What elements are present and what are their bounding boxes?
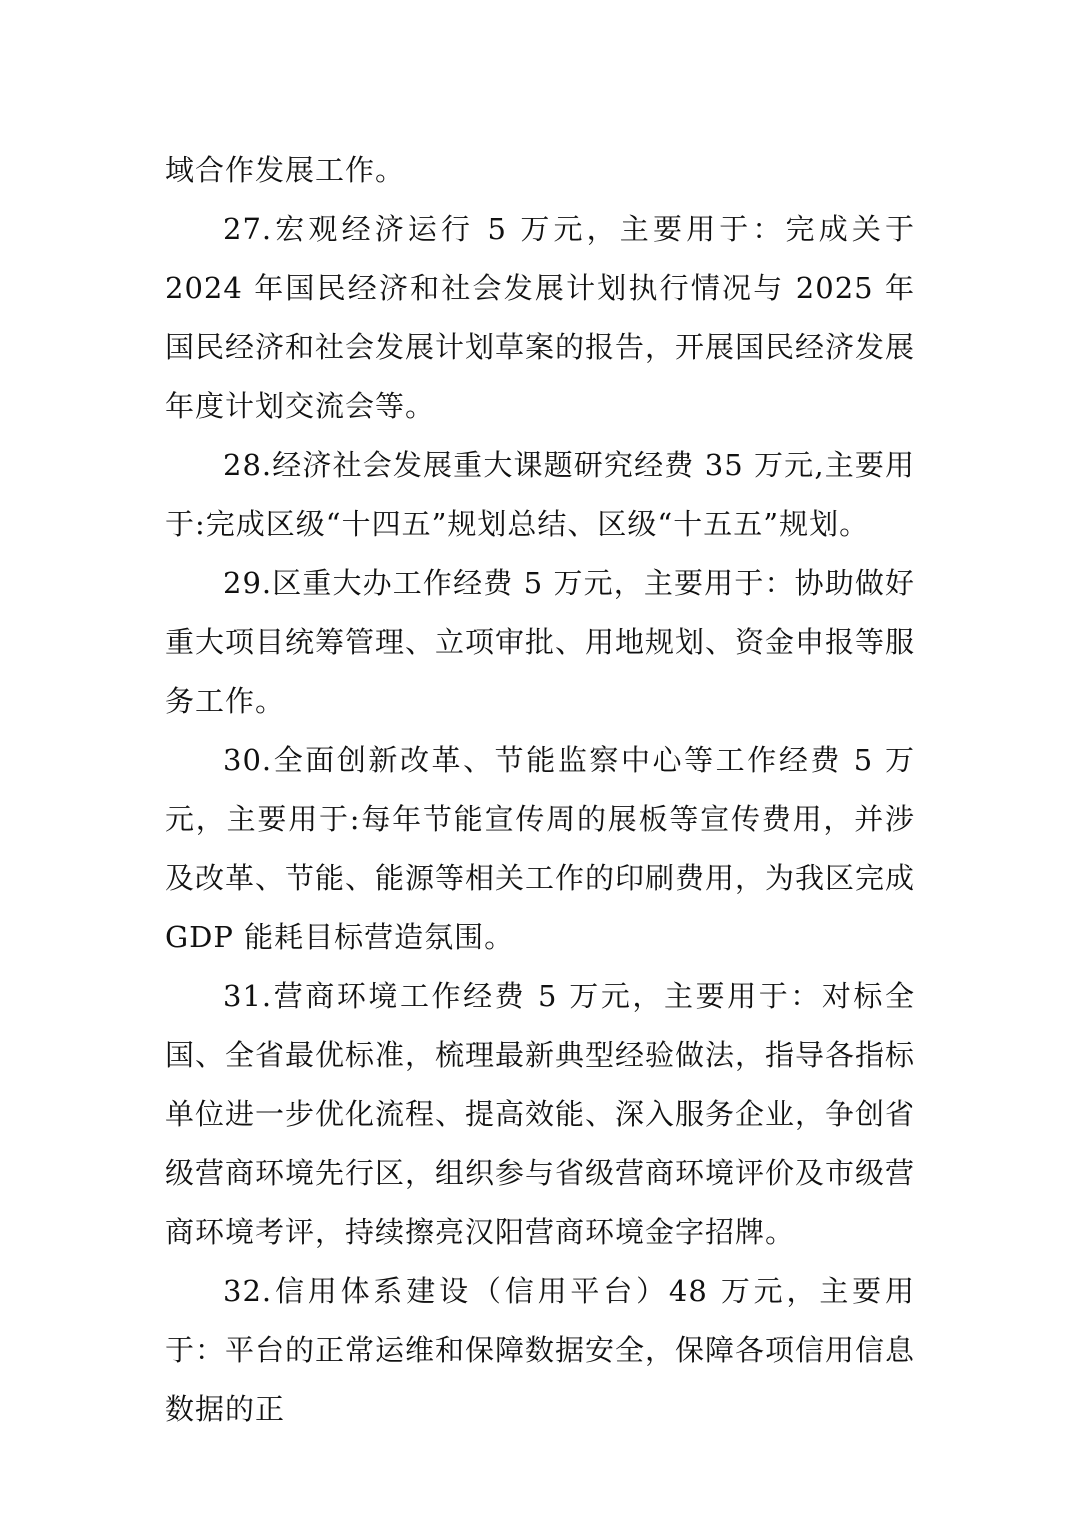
paragraph-item-29: 29.区重大办工作经费 5 万元，主要用于：协助做好重大项目统筹管理、立项审批、用地规划、资金申报等服务工作。 <box>165 566 916 718</box>
paragraph-item-32: 32.信用体系建设（信用平台）48 万元，主要用于：平台的正常运维和保障数据安全，保障各项信用信息数据的正 <box>165 1274 916 1426</box>
paragraph-item-31: 31.营商环境工作经费 5 万元，主要用于：对标全国、全省最优标准，梳理最新典型经验做法，指导各指标单位进一步优化流程、提高效能、深入服务企业，争创省级营商环境先行区，组织参与省级营商环境评价及市级营商环境考评，持续擦亮汉阳营商环境金字招牌。 <box>165 979 916 1249</box>
document-body <box>165 141 915 1439</box>
paragraph-item-30: 30.全面创新改革、节能监察中心等工作经费 5 万元，主要用于:每年节能宣传周的展板等宣传费用，并涉及改革、节能、能源等相关工作的印刷费用，为我区完成 GDP 能耗目标营造氛围。 <box>165 743 916 954</box>
paragraph-continuation: 域合作发展工作。 <box>165 153 406 187</box>
paragraph-item-27: 27.宏观经济运行 5 万元，主要用于：完成关于 2024 年国民经济和社会发展计划执行情况与 2025 年国民经济和社会发展计划草案的报告，开展国民经济发展年度计划交流会等。 <box>165 212 916 423</box>
paragraph-item-28: 28.经济社会发展重大课题研究经费 35 万元,主要用于:完成区级“十四五”规划总结、区级“十五五”规划。 <box>165 448 915 541</box>
